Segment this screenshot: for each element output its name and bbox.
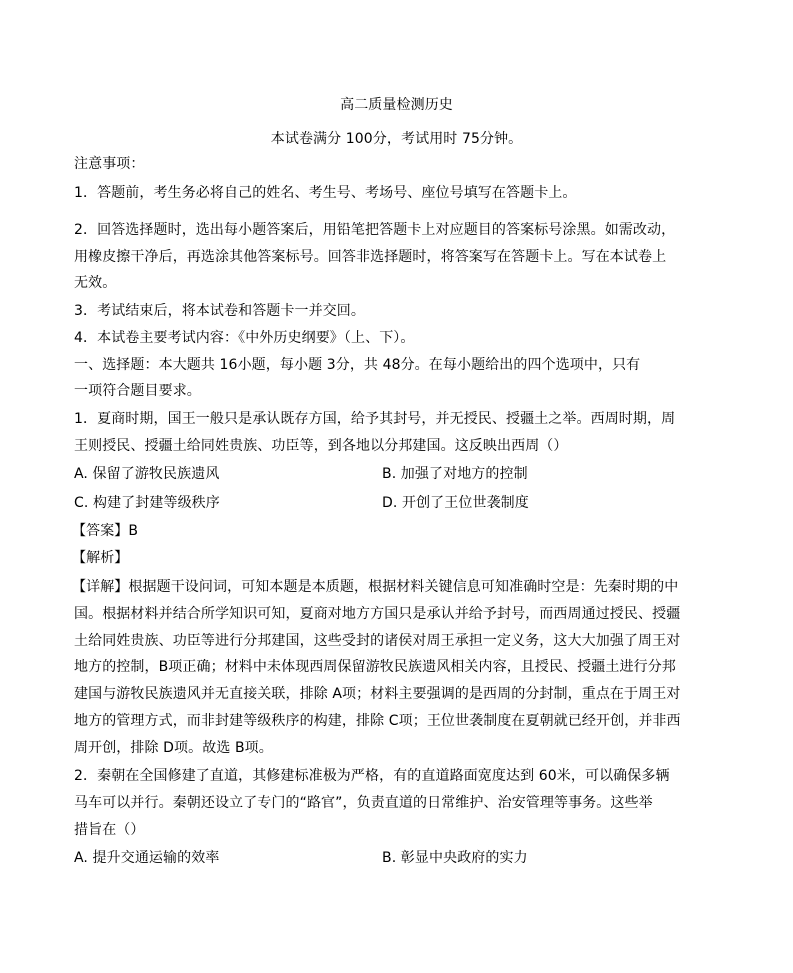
- question-2-line-3: 措旨在（）: [74, 822, 145, 838]
- question-1-detail-line-6: 地方的管理方式，而非封建等级秩序的构建，排除 C项；王位世袭制度在夏朝就已经开创，并非西: [74, 713, 681, 729]
- question-1-detail-line-7: 周开创，排除 D项。故选 B项。: [74, 740, 273, 756]
- question-1-detail-line-3: 土给同姓贵族、功臣等进行分邦建国，这些受封的诸侯对周王承担一定义务，这大大加强了周王对: [74, 633, 681, 649]
- notice-item-2-line-2: 用橡皮擦干净后，再选涂其他答案标号。回答非选择题时，将答案写在答题卡上。写在本试卷上: [74, 249, 667, 265]
- question-1-option-a: A. 保留了游牧民族遗风: [74, 466, 220, 482]
- question-2-option-a: A. 提升交通运输的效率: [74, 850, 220, 866]
- notice-item-2-line-3: 无效。: [74, 275, 117, 291]
- question-1-detail-line-5: 建国与游牧民族遗风并无直接关联，排除 A项；材料主要强调的是西周的分封制，重点在于周王对: [74, 686, 681, 702]
- document-title: 高二质量检测历史: [340, 97, 453, 113]
- question-1-line-1: 1．夏商时期，国王一般只是承认既存方国，给予其封号，并无授民、授疆土之举。西周时期，周: [74, 411, 676, 427]
- notice-item-2-line-1: 2．回答选择题时，选出每小题答案后，用铅笔把答题卡上对应题目的答案标号涂黑。如需改动，: [74, 222, 676, 238]
- question-2-line-1: 2．秦朝在全国修建了直道，其修建标准极为严格，有的直道路面宽度达到 60米，可以确保多辆: [74, 768, 670, 784]
- notice-item-4: 4．本试卷主要考试内容：《中外历史纲要》（上、下）。: [74, 330, 415, 346]
- notice-item-1: 1．答题前，考生务必将自己的姓名、考生号、考场号、座位号填写在答题卡上。: [74, 185, 577, 201]
- question-2-option-b: B. 彰显中央政府的实力: [382, 850, 528, 866]
- question-2-line-2: 马车可以并行。秦朝还设立了专门的“路官”，负责直道的日常维护、治安管理等事务。这些举: [74, 795, 653, 811]
- question-1-line-2: 王则授民、授疆土给同姓贵族、功臣等，到各地以分邦建国。这反映出西周（）: [74, 438, 568, 454]
- question-1-option-b: B. 加强了对地方的控制: [382, 466, 528, 482]
- question-1-option-d: D. 开创了王位世袭制度: [382, 495, 529, 511]
- notice-heading: 注意事项：: [74, 156, 145, 172]
- notice-item-3: 3．考试结束后，将本试卷和答题卡一并交回。: [74, 303, 366, 319]
- question-1-detail-line-4: 地方的控制，B项正确；材料中未体现西周保留游牧民族遗风相关内容，且授民、授疆土进行分邦: [74, 659, 676, 675]
- question-1-analysis-heading: 【解析】: [72, 550, 129, 566]
- section-heading-line-1: 一、选择题：本大题共 16小题，每小题 3分，共 48分。在每小题给出的四个选项中，只有: [74, 357, 641, 373]
- question-1-detail-line-1: 【详解】根据题干设问词，可知本题是本质题，根据材料关键信息可知准确时空是：先秦时期的中: [72, 579, 679, 595]
- document-subtitle: 本试卷满分 100分，考试用时 75分钟。: [270, 131, 523, 147]
- section-heading-line-2: 一项符合题目要求。: [74, 383, 201, 399]
- question-1-detail-line-2: 国。根据材料并结合所学知识可知，夏商对地方方国只是承认并给予封号，而西周通过授民、授疆: [74, 606, 681, 622]
- question-1-answer: 【答案】B: [72, 523, 139, 539]
- question-1-option-c: C. 构建了封建等级秩序: [74, 495, 220, 511]
